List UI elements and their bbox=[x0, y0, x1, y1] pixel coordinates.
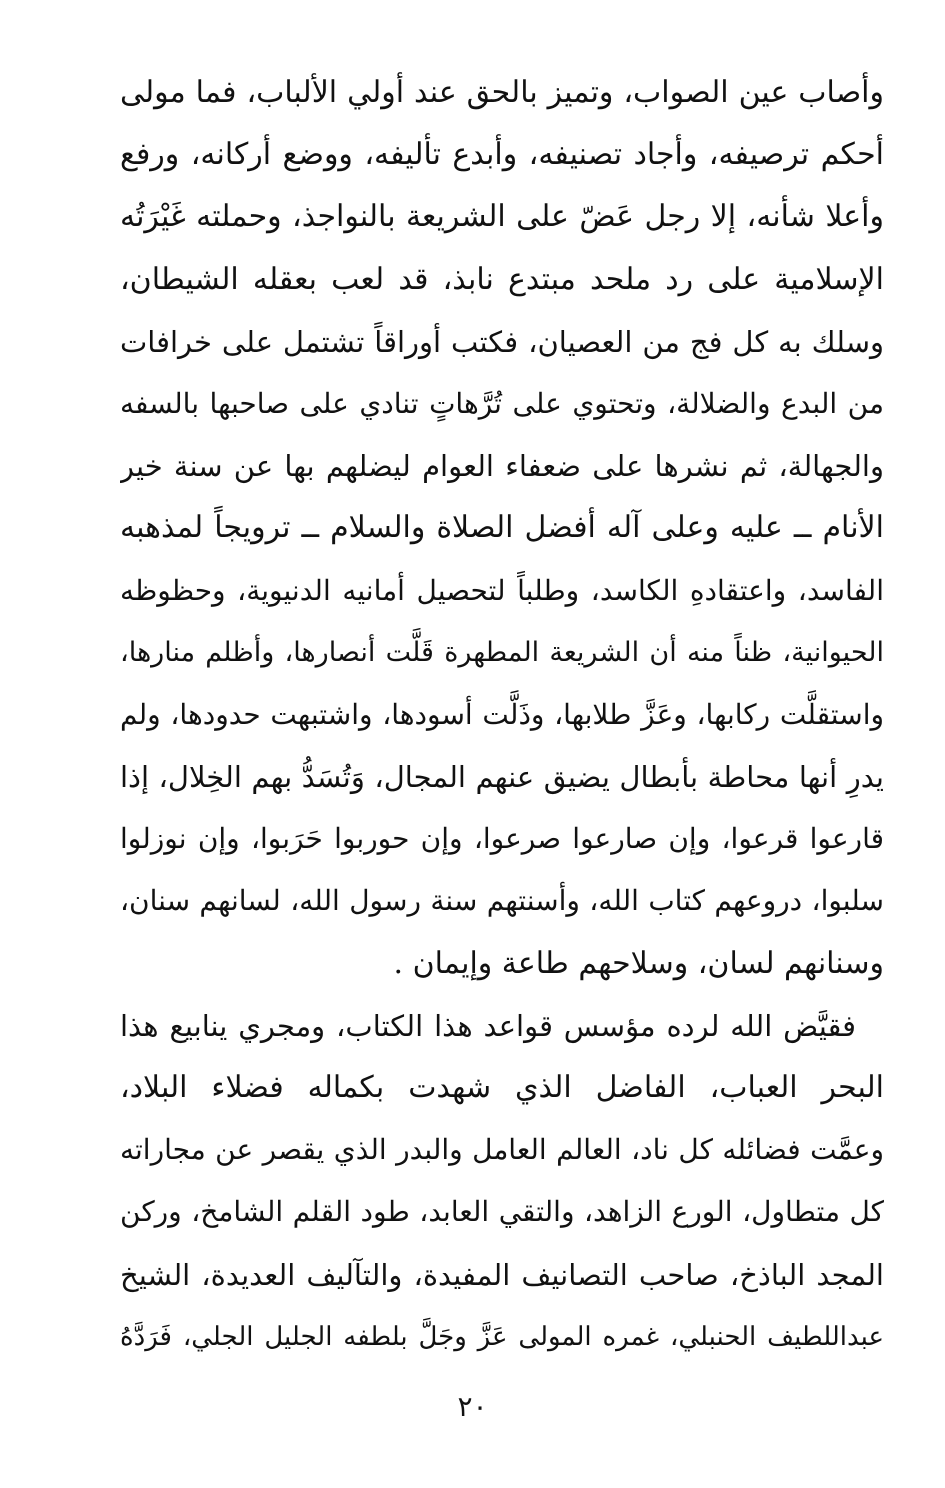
text-line: والجهالة، ثم نشرها على ضعفاء العوام ليضلهم بها عن سنة خير bbox=[120, 449, 884, 484]
text-line: وأعلا شأنه، إلا رجل عَضّ على الشريعة بالنواجذ، وحملته غَيْرَتُه bbox=[120, 199, 884, 235]
text-line: سلبوا، دروعهم كتاب الله، وأسنتهم سنة رسول الله، لسانهم سنان، bbox=[120, 884, 884, 918]
text-line: واستقلَّت ركابها، وعَزَّ طلابها، وذَلَّت أسودها، واشتبهت حدودها، ولم bbox=[120, 697, 884, 731]
page-number: ٢٠ bbox=[457, 1390, 488, 1423]
text-line: من البدع والضلالة، وتحتوي على تُرَّهاتٍ تنادي على صاحبها بالسفه bbox=[120, 386, 884, 420]
text-line: عبداللطيف الحنبلي، غمره المولى عَزَّ وجَلَّ بلطفه الجليل الجلي، فَرَدَّهُ bbox=[120, 1321, 884, 1352]
text-line: المجد الباذخ، صاحب التصانيف المفيدة، والتآليف العديدة، الشيخ bbox=[120, 1257, 884, 1292]
text-line: الأنام ــ عليه وعلى آله أفضل الصلاة والسلام ــ ترويجاً لمذهبه bbox=[120, 510, 884, 546]
text-line: وسلك به كل فج من العصيان، فكتب أوراقاً تشتمل على خرافات bbox=[120, 324, 884, 359]
text-line: وأصاب عين الصواب، وتميز بالحق عند أولي الألباب، فما مولى bbox=[120, 75, 884, 110]
text-line: فقيَّض الله لرده مؤسس قواعد هذا الكتاب، ومجري ينابيع هذا bbox=[120, 1008, 856, 1043]
text-line: الحيوانية، ظناً منه أن الشريعة المطهرة قَلَّت أنصارها، وأظلم منارها، bbox=[120, 636, 884, 668]
text-line: قارعوا قرعوا، وإن صارعوا صرعوا، وإن حوربوا حَرَبوا، وإن نوزلوا bbox=[120, 822, 884, 856]
text-line: الإسلامية على رد ملحد مبتدع نابذ، قد لعب بعقله الشيطان، bbox=[120, 261, 884, 297]
body-text bbox=[120, 62, 884, 1368]
text-line: البحر العباب، الفاضل الذي شهدت بكماله فضلاء البلاد، bbox=[120, 1070, 884, 1105]
text-line: أحكم ترصيفه، وأجاد تصنيفه، وأبدع تأليفه، ووضع أركانه، ورفع bbox=[120, 137, 884, 173]
text-line: كل متطاول، الورع الزاهد، والتقي العابد، طود القلم الشامخ، وركن bbox=[120, 1195, 884, 1229]
text-line: وعمَّت فضائله كل ناد، العالم العامل والبدر الذي يقصر عن مجاراته bbox=[120, 1133, 884, 1167]
text-line: الفاسد، واعتقادهِ الكاسد، وطلباً لتحصيل أمانيه الدنيوية، وحظوظه bbox=[120, 573, 884, 607]
text-line: يدرِ أنها محاطة بأبطال يضيق عنهم المجال، وَتُسَدُّ بهم الخِلال، إذا bbox=[120, 760, 884, 795]
text-line: وسنانهم لسان، وسلاحهم طاعة وإيمان . bbox=[393, 945, 884, 981]
